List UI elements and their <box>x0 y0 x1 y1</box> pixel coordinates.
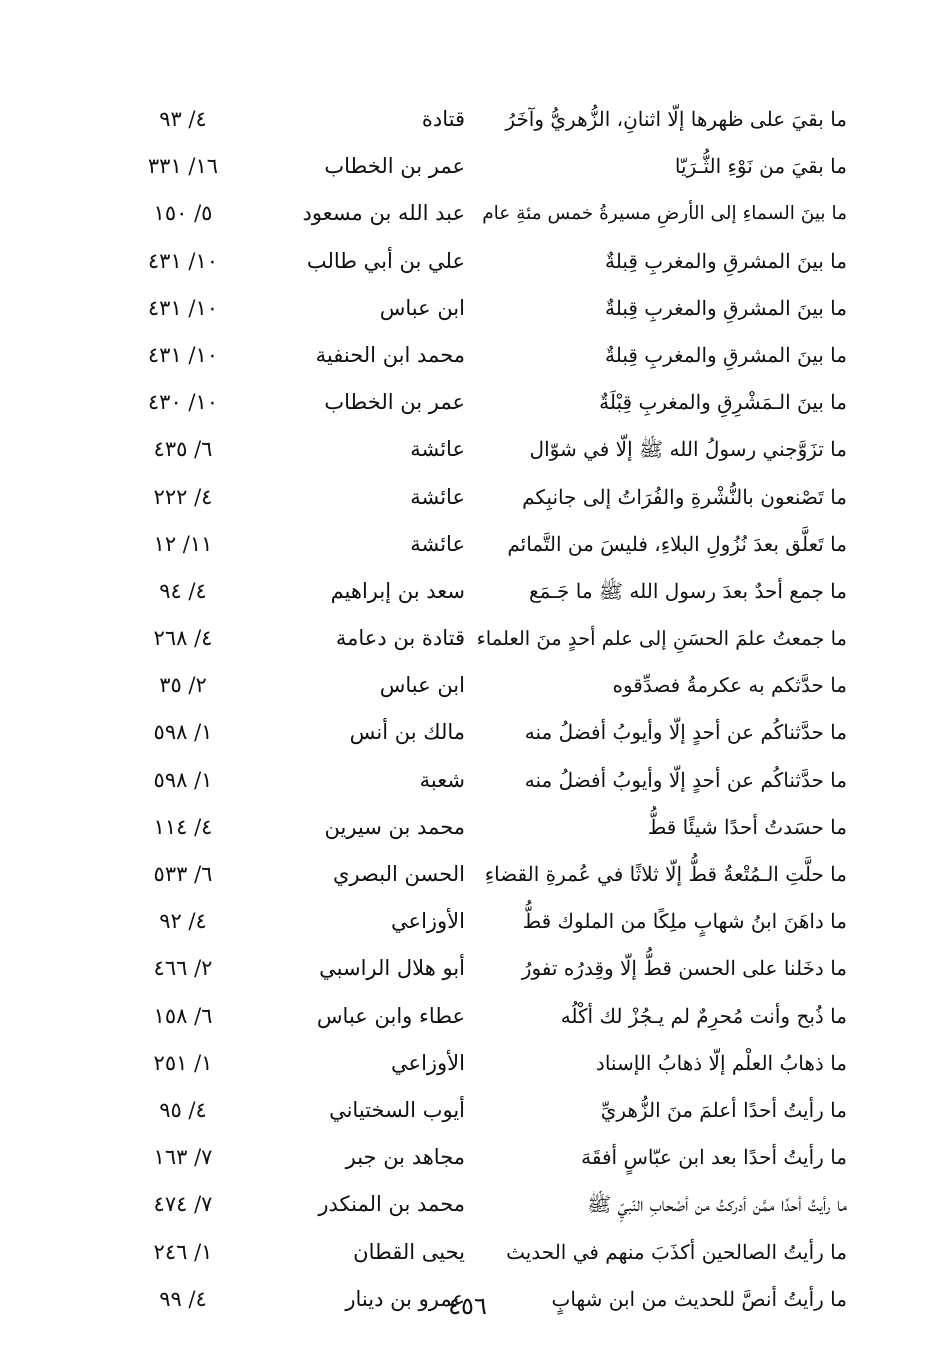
row-reference: ٤/ ٩٥ <box>159 1097 207 1122</box>
table-row <box>0 945 935 992</box>
row-text: ما داهَنَ ابنُ شهابٍ ملِكًا من الملوك قطُّ <box>522 909 847 934</box>
row-reference: ١/ ٢٥١ <box>153 1050 213 1075</box>
row-text: ما بينَ المشرقِ والمغربِ قِبلةٌ <box>605 342 847 367</box>
row-reference: ٢/ ٤٦٦ <box>153 956 213 981</box>
row-text: ما بقيَ من نَوْءِ الثُّـرَيّا <box>674 154 847 179</box>
row-reference: ٧/ ١٦٣ <box>153 1145 213 1170</box>
table-row <box>0 757 935 804</box>
row-reference: ١/ ٥٩٨ <box>153 767 213 792</box>
row-text: ما رأيتُ الصالحين أكذَبَ منهم في الحديث <box>506 1239 847 1264</box>
row-reference: ٤/ ٢٢٢ <box>153 484 213 509</box>
row-narrator: أبو هلال الراسبي <box>319 956 465 981</box>
table-row <box>0 1087 935 1134</box>
page-number: ٤٥٦ <box>448 1292 487 1320</box>
row-narrator: قتادة بن دعامة <box>335 626 465 651</box>
table-row <box>0 1134 935 1181</box>
table-row <box>0 379 935 426</box>
row-reference: ٦/ ١٥٨ <box>153 1003 213 1028</box>
row-text: ما ذهابُ العلْم إلّا ذهابُ الإسناد <box>595 1050 847 1075</box>
row-narrator: محمد بن سيرين <box>324 814 465 839</box>
table-row <box>0 474 935 521</box>
table-row <box>0 1040 935 1087</box>
row-text: ما رأيتُ أحدًا بعد ابن عبّاسٍ أفقَهَ <box>581 1145 847 1170</box>
row-reference: ١٠/ ٤٣٠ <box>147 390 219 415</box>
table-row <box>0 615 935 662</box>
row-reference: ٦/ ٥٣٣ <box>153 862 213 886</box>
row-narrator: قتادة <box>421 107 465 131</box>
row-narrator: شعبة <box>419 767 465 792</box>
row-text: ما بينَ الـمَشْرِقِ والمغربِ قِبْلَةٌ <box>599 390 847 415</box>
row-narrator: علي بن أبي طالب <box>306 248 465 273</box>
index-table <box>0 96 935 1323</box>
row-text: ما بقيَ على ظهرها إلّا اثنانِ، الزُّهريُّ وآخَرُ <box>505 107 847 131</box>
row-narrator: عبد الله بن مسعود <box>302 201 465 226</box>
row-reference: ٤/ ١١٤ <box>153 814 213 839</box>
row-narrator: عائشة <box>410 531 465 556</box>
row-text: ما تزَوَّجني رسولُ الله ﷺ إلّا في شوّال <box>529 437 847 462</box>
row-reference: ٤/ ٩٢ <box>159 909 207 934</box>
table-row <box>0 1229 935 1276</box>
row-text: ما بينَ السماءِ إلى الأرضِ مسيرةُ خمس مئةِ عام <box>482 203 847 225</box>
row-narrator: محمد ابن الحنفية <box>315 342 465 367</box>
row-reference: ١٠/ ٤٣١ <box>147 248 219 273</box>
table-row <box>0 568 935 615</box>
row-text: ما حدَّثناكُم عن أحدٍ إلّا وأيوبُ أفضلُ منه <box>524 720 847 745</box>
row-narrator: الأوزاعي <box>391 1050 465 1075</box>
row-text: ما حسَدتُ أحدًا شيئًا قطُّ <box>647 814 847 839</box>
row-text: ما ذُبح وأنت مُحرِمٌ لم يـجُزْ لك أكْلُه <box>560 1003 847 1028</box>
row-narrator: الحسن البصري <box>333 862 465 886</box>
row-narrator: محمد بن المنكدر <box>318 1192 465 1217</box>
row-narrator: عائشة <box>410 437 465 462</box>
row-text: ما رأيتُ أحدًا ممَّن أدركتُ من أصْحابِ النّبيِّ ﷺ <box>587 1192 847 1217</box>
row-reference: ١/ ٥٩٨ <box>153 720 213 745</box>
table-row <box>0 96 935 143</box>
table-row <box>0 709 935 756</box>
row-reference: ٧/ ٤٧٤ <box>153 1192 213 1217</box>
row-reference: ٢/ ٣٥ <box>159 673 207 698</box>
row-text: ما رأيتُ أنصَّ للحديث من ابن شهابٍ <box>551 1286 847 1311</box>
table-row <box>0 332 935 379</box>
row-text: ما دخَلنا على الحسن قطُّ إلّا وقِدرُه تفورُ <box>521 956 847 981</box>
row-narrator: عائشة <box>410 484 465 509</box>
row-reference: ١٠/ ٤٣١ <box>147 342 219 367</box>
row-narrator: عمر بن الخطاب <box>324 390 465 415</box>
table-row <box>0 1181 935 1228</box>
row-reference: ١/ ٢٤٦ <box>153 1239 213 1264</box>
table-row <box>0 662 935 709</box>
row-reference: ١٦/ ٣٣١ <box>147 154 219 179</box>
row-narrator: الأوزاعي <box>391 909 465 934</box>
row-text: ما بينَ المشرقِ والمغربِ قِبلةٌ <box>605 248 847 273</box>
row-narrator: مالك بن أنس <box>349 720 465 745</box>
table-row <box>0 143 935 190</box>
row-narrator: ابن عباس <box>379 673 465 698</box>
row-reference: ٤/ ٩٣ <box>159 107 207 131</box>
row-text: ما حدَّثكم به عكرمةُ فصدِّقوه <box>612 673 847 698</box>
row-narrator: عمر بن الخطاب <box>324 154 465 179</box>
row-text: ما رأيتُ أحدًا أعلمَ منَ الزُّهريِّ <box>600 1097 847 1122</box>
row-narrator: عطاء وابن عباس <box>316 1003 465 1028</box>
table-row <box>0 521 935 568</box>
row-narrator: أيوب السختياني <box>329 1097 465 1122</box>
row-reference: ١٠/ ٤٣١ <box>147 295 219 320</box>
row-narrator: يحيى القطان <box>353 1239 465 1264</box>
row-text: ما جمع أحدٌ بعدَ رسول الله ﷺ ما جَـمَع <box>528 578 847 603</box>
row-narrator: مجاهد بن جبر <box>345 1145 465 1170</box>
table-row <box>0 898 935 945</box>
table-row <box>0 426 935 473</box>
table-row <box>0 285 935 332</box>
row-reference: ٦/ ٤٣٥ <box>153 437 213 462</box>
table-row <box>0 851 935 898</box>
row-reference: ٤/ ٩٤ <box>159 578 207 603</box>
row-text: ما تَعلَّق بعدَ نُزُولِ البلاءِ، فليسَ من التَّمائم <box>507 531 847 556</box>
table-row <box>0 993 935 1040</box>
row-reference: ٤/ ٢٦٨ <box>153 626 213 651</box>
row-text: ما جمعتُ علمَ الحسَنِ إلى علم أحدٍ منَ العلماء <box>476 627 847 651</box>
row-reference: ٤/ ٩٩ <box>159 1286 207 1311</box>
row-narrator: سعد بن إبراهيم <box>330 578 465 603</box>
row-text: ما حدَّثناكُم عن أحدٍ إلّا وأيوبُ أفضلُ منه <box>524 767 847 792</box>
row-reference: ٥/ ١٥٠ <box>153 201 213 226</box>
table-row <box>0 190 935 237</box>
table-row <box>0 804 935 851</box>
row-text: ما بينَ المشرقِ والمغربِ قِبلةٌ <box>605 295 847 320</box>
row-narrator: عمرو بن دينار <box>345 1286 465 1311</box>
row-reference: ١١/ ١٢ <box>153 531 213 556</box>
row-narrator: ابن عباس <box>379 295 465 320</box>
row-text: ما تَصْنعون بالنُّشْرةِ والفُرَاتُ إلى جانبِكم <box>522 484 847 509</box>
table-row <box>0 238 935 285</box>
row-text: ما حلَّتِ الـمُتْعةُ قطُّ إلّا ثلاثًا في عُمرةِ القضاءِ <box>484 862 847 886</box>
